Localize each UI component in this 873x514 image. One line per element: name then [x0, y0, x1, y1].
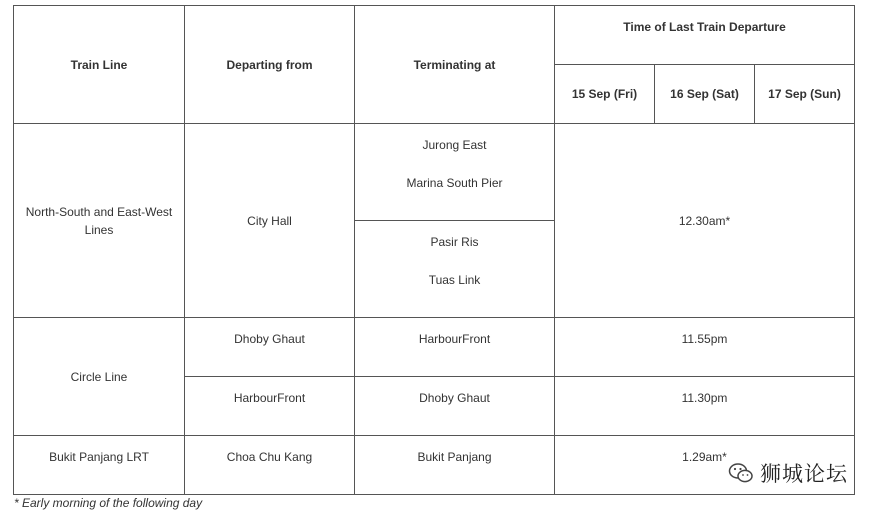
station-name: Marina South Pier — [406, 176, 503, 190]
terminating-cell: Bukit Panjang — [355, 436, 555, 495]
terminating-cell — [355, 124, 555, 221]
terminating-cell: HarbourFront — [355, 318, 555, 377]
from-cell: Dhoby Ghaut — [185, 318, 355, 377]
station-name: Tuas Link — [428, 273, 481, 287]
header-time-of-last-train: Time of Last Train Departure — [555, 6, 855, 65]
line-cell: Bukit Panjang LRT — [14, 436, 185, 495]
last-train-table — [13, 5, 855, 495]
header-terminating-at: Terminating at — [355, 6, 555, 124]
from-cell: City Hall — [185, 124, 355, 318]
time-cell: 11.55pm — [555, 318, 855, 377]
station-name: Jurong East — [422, 138, 487, 152]
table-row — [14, 124, 855, 221]
footnote: * Early morning of the following day — [14, 496, 203, 510]
watermark — [728, 458, 848, 488]
time-cell: 12.30am* — [555, 124, 855, 318]
header-date-sun: 17 Sep (Sun) — [755, 65, 855, 124]
terminating-cell: Dhoby Ghaut — [355, 377, 555, 436]
line-cell: North-South and East-West Lines — [14, 124, 185, 318]
wechat-icon — [728, 462, 754, 484]
header-train-line: Train Line — [14, 6, 185, 124]
header-date-fri: 15 Sep (Fri) — [555, 65, 655, 124]
header-date-sat: 16 Sep (Sat) — [655, 65, 755, 124]
header-departing-from: Departing from — [185, 6, 355, 124]
line-cell: Circle Line — [14, 318, 185, 436]
table-row — [14, 318, 855, 377]
watermark-text: 狮城论坛 — [760, 463, 848, 486]
terminating-cell — [355, 221, 555, 318]
from-cell: HarbourFront — [185, 377, 355, 436]
from-cell: Choa Chu Kang — [185, 436, 355, 495]
time-cell: 11.30pm — [555, 377, 855, 436]
station-name: Pasir Ris — [430, 235, 479, 249]
time-cell: 1.29am* — [555, 436, 855, 495]
